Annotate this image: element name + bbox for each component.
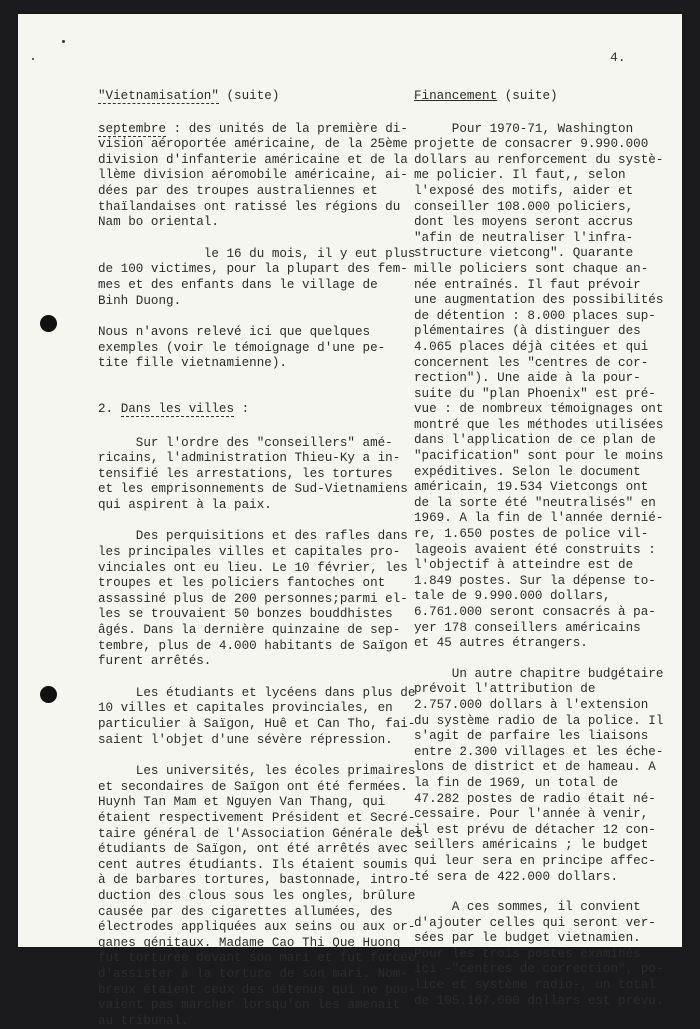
left-heading — [98, 89, 404, 105]
paragraph-line: tensifié les arrestations, les tortures — [98, 466, 393, 481]
paragraph-line: 10 villes et capitales provinciales, en — [98, 701, 393, 716]
paragraph-line: ricains, l'administration Thieu-Ky a in- — [98, 451, 401, 466]
paragraph-line: étaient respectivement Président et Secré- — [98, 810, 416, 825]
paragraph-line: de la sorte été "neutralisés" en — [414, 495, 656, 510]
paragraph-line: Des perquisitions et des rafles dans — [98, 529, 408, 544]
paragraph-line: de 100 victimes, pour la plupart des fem- — [98, 262, 408, 277]
paragraph-line: ici -"centres de correction", po- — [414, 962, 664, 977]
paragraph-line: et 45 autres étrangers. — [414, 636, 588, 651]
paragraph-line: lageois avaient été construits : — [414, 542, 656, 557]
paragraph-line: les principales villes et capitales pro- — [98, 545, 401, 560]
paragraph-universites — [98, 764, 423, 1029]
section-heading-villes — [98, 402, 404, 418]
paragraph-line: yer 178 conseillers américains — [414, 620, 641, 635]
paragraph-line: lice et système radio-, un total — [414, 978, 656, 993]
ink-speck — [32, 58, 34, 60]
paragraph-line: Pour les trois postes examinés — [414, 946, 641, 961]
paragraph-line: me policier. Il faut,, selon — [414, 168, 626, 183]
paragraph-line: cessaire. Pour l'année à venir, — [414, 807, 649, 822]
paragraph-line: division d'infanterie américaine et de la — [98, 152, 408, 167]
right-heading — [414, 89, 646, 105]
paragraph-line: prévoit l'attribution de — [414, 682, 596, 697]
paragraph-line: américain, 19.534 Vietcongs ont — [414, 480, 649, 495]
paragraph-line: vinciales ont eu lieu. Le 10 février, les — [98, 560, 408, 575]
left-heading-suffix: (suite) — [218, 89, 280, 103]
paragraph-line: causée par des cigarettes allumées, des — [98, 904, 393, 919]
paragraph-line: et les emprisonnements de Sud-Vietnamiens — [98, 482, 408, 497]
paragraph-line: qui aspirent à la paix. — [98, 497, 272, 512]
paragraph-line: étudiants de Saïgon, ont été arrêtés avec — [98, 842, 408, 857]
page-number: 4. — [610, 50, 626, 65]
paragraph-line: et secondaires de Saïgon ont été fermées. — [98, 779, 408, 794]
paragraph-line: tite fille vietnamienne). — [98, 356, 287, 371]
paragraph-line: 47.282 postes de radio était né- — [414, 791, 656, 806]
section-number: 2. — [98, 401, 121, 416]
paragraph-line: d'ajouter celles qui seront ver- — [414, 915, 656, 930]
paragraph-line: Huynh Tan Mam et Nguyen Van Thang, qui — [98, 795, 386, 810]
paragraph-line: de 105.167.600 dollars est prévu. — [414, 993, 664, 1008]
paragraph-line: 1.849 postes. Sur la dépense to- — [414, 573, 656, 588]
paragraph-line: née entraînés. Il faut prévoir — [414, 277, 641, 292]
paragraph-line: 4.065 places déjà citées et qui — [414, 339, 649, 354]
paragraph-line: Pour 1970-71, Washington — [414, 121, 634, 136]
paragraph-line: Un autre chapitre budgétaire — [414, 666, 664, 681]
paragraph-line: sées par le budget vietnamien. — [414, 931, 641, 946]
paragraph-line: cent autres étudiants. Ils étaient soumis — [98, 857, 408, 872]
paragraph-line: mes et des enfants dans le village de — [98, 277, 378, 292]
paragraph-line: Les universités, les écoles primaires — [98, 764, 416, 779]
paragraph-line: électrodes appliquées aux seins ou aux or- — [98, 920, 416, 935]
paragraph-line: breux étaient ceux des détenus qui ne pou- — [98, 982, 416, 997]
paragraph-line: dées par des troupes australiennes et — [98, 183, 378, 198]
paragraph-line: Les étudiants et lycéens dans plus de — [98, 685, 416, 700]
paragraph-line: vaient pas marcher lorsqu'on les amenait — [98, 998, 401, 1013]
paragraph-line: qui leur sera en principe affec- — [414, 853, 656, 868]
paragraph-line: entre 2.300 villages et les éche- — [414, 744, 664, 759]
paragraph-line: troupes et les policiers fantoches ont — [98, 576, 386, 591]
paragraph-line: "afin de neutraliser l'infra- — [414, 230, 634, 245]
paragraph-line: conseiller 108.000 policiers, — [414, 199, 634, 214]
paragraph-line: d'assister à la torture de son mari. Nom- — [98, 966, 408, 981]
paragraph-line: A ces sommes, il convient — [414, 900, 641, 915]
paragraph-budget-vietnamien — [414, 900, 664, 1009]
right-column — [414, 89, 664, 1009]
paragraph-line: ganes génitaux. Madame Cao Thi Que Huong — [98, 935, 401, 950]
paragraph-line: vue : de nombreux témoignages ont — [414, 402, 664, 417]
left-heading-title: "Vietnamisation" — [98, 89, 219, 103]
paragraph-line: de détention : 8.000 places sup- — [414, 308, 656, 323]
paragraph-line: concernent les "centres de cor- — [414, 355, 649, 370]
right-heading-suffix: (suite) — [497, 89, 558, 103]
paragraph-line: structure vietcong". Quarante — [414, 246, 634, 261]
paragraph-line: té sera de 422.000 dollars. — [414, 869, 619, 884]
paragraph-line: llème division aéromobile américaine, ai- — [98, 168, 408, 183]
paragraph-conseillers — [98, 435, 408, 514]
date-lead: septembre — [98, 121, 167, 136]
paragraph-washington — [414, 121, 664, 652]
paragraph-line: Nam bo oriental. — [98, 215, 219, 230]
paragraph-line: Nous n'avons relevé ici que quelques — [98, 325, 371, 340]
paragraph-line: 2.757.000 dollars à l'extension — [414, 697, 649, 712]
paragraph-line: il est prévu de détacher 12 con- — [414, 822, 656, 837]
paragraph-line: l'exposé des motifs, aider et — [414, 183, 634, 198]
paragraph-line: taire général de l'Association Générale des — [98, 826, 423, 841]
paragraph-line: saient l'objet d'une sévère répression. — [98, 732, 393, 747]
paragraph-line: le 16 du mois, il y eut plus — [98, 246, 416, 261]
paragraph-line: mille policiers sont chaque an- — [414, 261, 649, 276]
paragraph-line: Binh Duong. — [98, 293, 182, 308]
paragraph-line: âgés. Dans la dernière quinzaine de sep- — [98, 623, 401, 638]
paragraph-line: l'objectif à atteindre est de — [414, 558, 634, 573]
paragraph-line: re, 1.650 postes de police vil- — [414, 527, 649, 542]
paragraph-line: 1969. A la fin de l'année dernié- — [414, 511, 664, 526]
paragraph-line: au tribunal. — [98, 1013, 189, 1028]
paragraph-line: thaïlandaises ont ratissé les régions du — [98, 199, 401, 214]
paragraph-line: 6.761.000 seront consacrés à pa- — [414, 605, 656, 619]
paragraph-line: "pacification" sont pour le moins — [414, 449, 664, 464]
paragraph-line: s'agit de parfaire les liaisons — [414, 729, 649, 744]
right-heading-title: Financement — [414, 89, 498, 103]
paragraph-etudiants — [98, 685, 416, 748]
paragraph-line: montré que les méthodes utilisées — [414, 417, 664, 432]
paragraph-line: tembre, plus de 4.000 habitants de Saïgon — [98, 638, 408, 653]
section-suffix: : — [234, 401, 250, 416]
paragraph-line: à de barbares tortures, bastonnade, intro- — [98, 873, 416, 888]
paragraph-line: duction des clous sous les ongles, brûlure — [98, 888, 416, 903]
paragraph-line: dont les moyens seront accrus — [414, 215, 634, 230]
paragraph-line: une augmentation des possibilités — [414, 293, 664, 308]
paragraph-septembre — [98, 121, 408, 231]
line-text: : des unités de la première di- — [166, 121, 408, 136]
paragraph-line: expéditives. Selon le document — [414, 464, 641, 479]
paragraph-line: les se trouvaient 50 bonzes bouddhistes — [98, 607, 393, 622]
paragraph-line: rection"). Une aide à la pour- — [414, 371, 641, 386]
paragraph-line — [98, 121, 408, 138]
punch-hole-top — [40, 315, 57, 332]
left-column — [98, 89, 423, 1029]
punch-hole-bottom — [40, 686, 57, 703]
paragraph-line: vision aéroportée américaine, de la 25ème — [98, 137, 408, 152]
paragraph-line: fut torturée devant son mari et fut forcée — [98, 951, 416, 966]
paragraph-line: dans l'application de ce plan de — [414, 433, 656, 448]
paragraph-line: particulier à Saïgon, Huê et Can Tho, fai- — [98, 717, 416, 731]
paragraph-line: la fin de 1969, un total de — [414, 775, 619, 790]
paragraph-line: lons de district et de hameau. A — [414, 760, 656, 775]
section-title: Dans les villes — [120, 401, 235, 416]
paragraph-line: dollars au renforcement du systè- — [414, 152, 664, 167]
paragraph-line: Sur l'ordre des "conseillers" amé- — [98, 435, 393, 450]
paragraph-binh-duong — [98, 246, 416, 309]
paragraph-line: suite du "plan Phoenix" est pré- — [414, 386, 656, 401]
paragraph-line: du système radio de la police. Il — [414, 713, 664, 728]
paragraph-radio — [414, 666, 664, 885]
ink-speck — [62, 40, 65, 43]
paragraph-line: projette de consacrer 9.990.000 — [414, 137, 649, 152]
paragraph-line: exemples (voir le témoignage d'une pe- — [98, 340, 386, 355]
paragraph-line: seillers américains ; le budget — [414, 838, 649, 853]
paragraph-line: assassiné plus de 200 personnes;parmi el- — [98, 591, 408, 606]
paragraph-line: furent arrêtés. — [98, 654, 212, 669]
paragraph-perquisitions — [98, 529, 408, 669]
paragraph-line: tale de 9.990.000 dollars, — [414, 589, 611, 604]
paragraph-line: plémentaires (à distinguer des — [414, 324, 641, 339]
paragraph-exemples — [98, 325, 404, 372]
